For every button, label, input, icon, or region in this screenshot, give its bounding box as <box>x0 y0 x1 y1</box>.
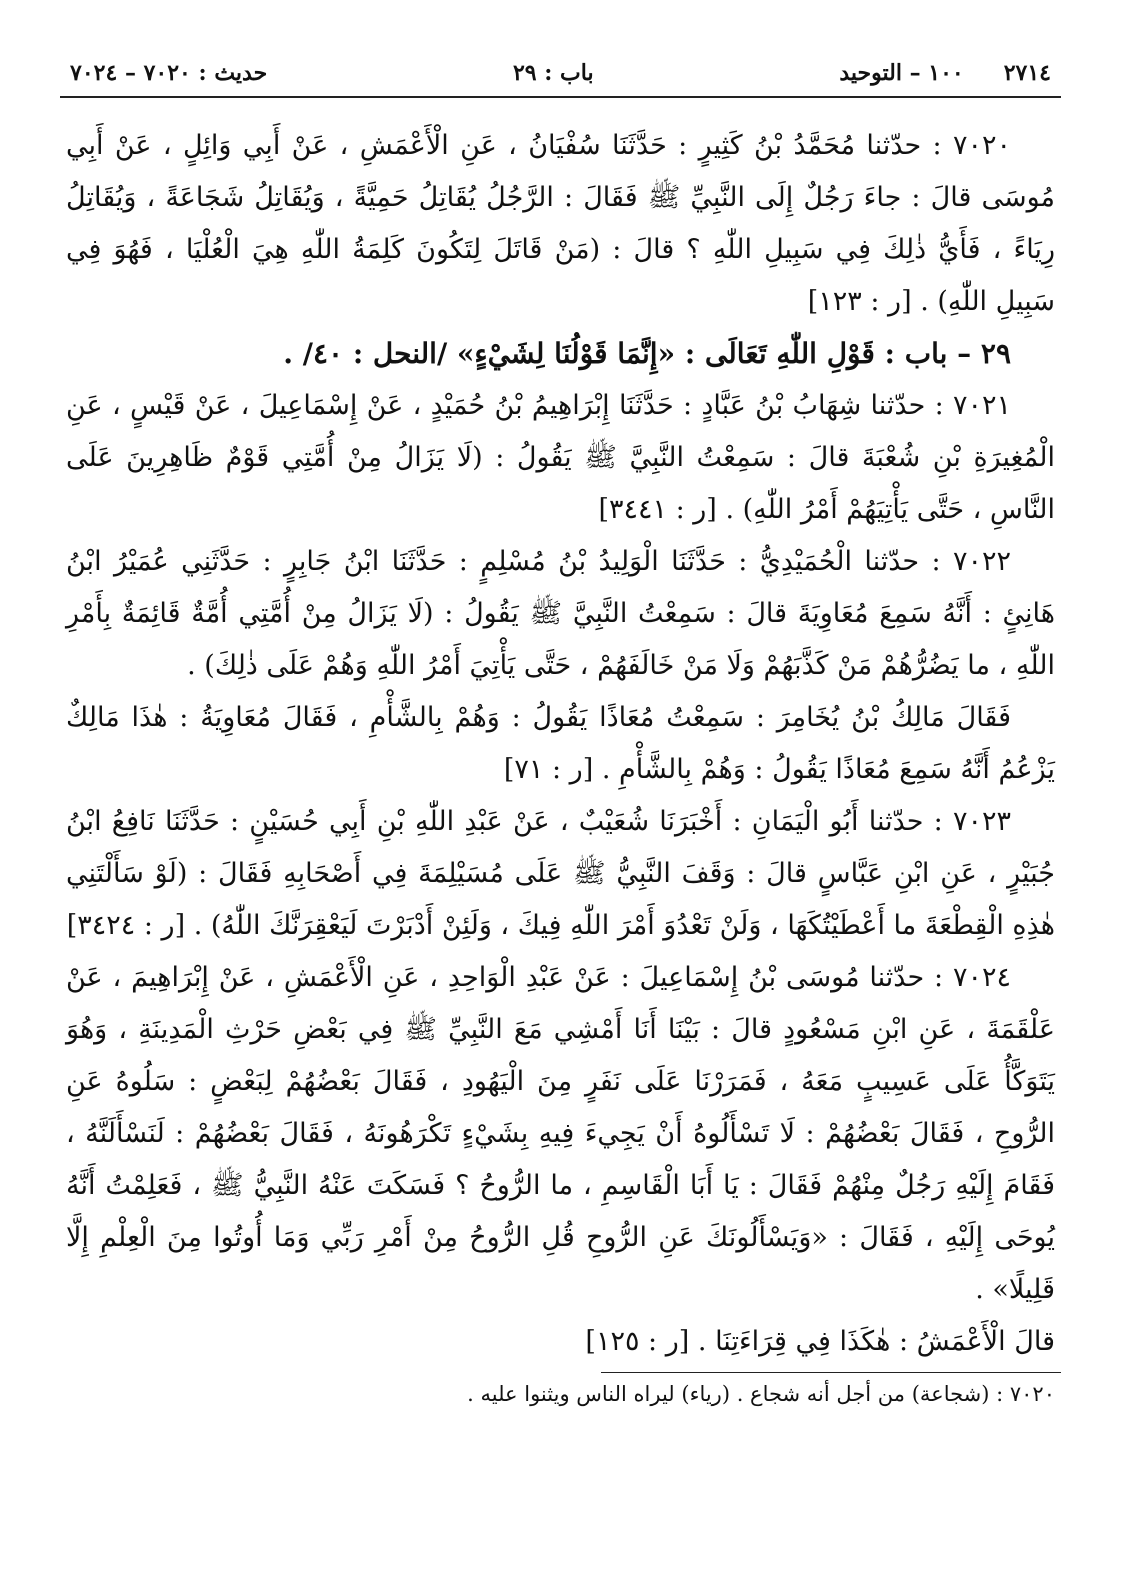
hadith-range: حديث : ٧٠٢٠ – ٧٠٢٤ <box>70 60 268 86</box>
hadith-7021 <box>66 380 1055 536</box>
page-content <box>60 120 1061 1368</box>
book-title: ١٠٠ – التوحيد <box>839 60 964 86</box>
hadith-text: ٧٠٢١ : حدّثنا شِهَابُ بْنُ عَبَّادٍ : حَدَّثَنَا إِبْرَاهِيمُ بْنُ حُمَيْدٍ ، عَنْ إِسْمَاعِيلَ ، عَنْ قَيْسٍ ، عَنِ الْمُغِيرَةِ بْنِ شُعْبَةَ قالَ : سَمِعْتُ النَّبِيَّ ﷺ يَقُولُ : (لَا يَزَالُ مِنْ أُمَّتِي قَوْمٌ ظَاهِرِينَ عَلَى النَّاسِ ، حَتَّى يَأْتِيَهُمْ أَمْرُ اللّٰهِ) . <box>66 390 1055 525</box>
hadith-reference: [ر : ٧١] <box>503 754 594 785</box>
hadith-continuation-text: فَقَالَ مَالِكُ بْنُ يُخَامِرَ : سَمِعْتُ مُعَاذًا يَقُولُ : وَهُمْ بِالشَّأْمِ ، فَقَالَ مُعَاوِيَةُ : هٰذَا مَالِكٌ يَزْعُمُ أَنَّهُ سَمِعَ مُعَاذًا يَقُولُ : وَهُمْ بِالشَّأْمِ . <box>66 702 1055 785</box>
chapter-heading: ٢٩ – باب : قَوْلِ اللّٰهِ تَعَالَى : «إِنَّمَا قَوْلُنَا لِشَيْءٍ» /النحل : ٤٠/ . <box>283 337 1011 370</box>
hadith-7021-text <box>66 380 1055 536</box>
header-right <box>839 60 1051 86</box>
hadith-text: ٧٠٢٠ : حدّثنا مُحَمَّدُ بْنُ كَثِيرٍ : حَدَّثَنَا سُفْيَانُ ، عَنِ الْأَعْمَشِ ، عَنْ أَبِي وَائِلٍ ، عَنْ أَبِي مُوسَى قالَ : جاءَ رَجُلٌ إِلَى النَّبِيِّ ﷺ فَقَالَ : الرَّجُلُ يُقَاتِلُ حَمِيَّةً ، وَيُقَاتِلُ شَجَاعَةً ، وَيُقَاتِلُ رِيَاءً ، فَأَيُّ ذٰلِكَ فِي سَبِيلِ اللّٰهِ ؟ قالَ : (مَنْ قَاتَلَ لِتَكُونَ كَلِمَةُ اللّٰهِ هِيَ الْعُلْيَا ، فَهُوَ فِي سَبِيلِ اللّٰهِ) . <box>66 130 1055 317</box>
hadith-reference: [ر : ١٢٥] <box>585 1326 690 1357</box>
hadith-continuation-text: قالَ الْأَعْمَشُ : هٰكَذَا فِي قِرَاءَتِنَا . <box>697 1326 1055 1357</box>
hadith-7022 <box>66 536 1055 796</box>
book-page <box>60 40 1061 1409</box>
hadith-7023 <box>66 796 1055 952</box>
chapter-label: باب : ٢٩ <box>512 60 594 86</box>
hadith-7024-continuation <box>585 1326 1055 1357</box>
hadith-text: ٧٠٢٢ : حدّثنا الْحُمَيْدِيُّ : حَدَّثَنَا الْوَلِيدُ بْنُ مُسْلِمٍ : حَدَّثَنَا ابْنُ جَابِرٍ : حَدَّثَنِي عُمَيْرُ ابْنُ هَانِئٍ : أَنَّهُ سَمِعَ مُعَاوِيَةَ قالَ : سَمِعْتُ النَّبِيَّ ﷺ يَقُولُ : (لَا يَزَالُ مِنْ أُمَّتِي أُمَّةٌ قَائِمَةٌ بِأَمْرِ اللّٰهِ ، ما يَضُرُّهُمْ مَنْ كَذَّبَهُمْ وَلَا مَنْ خَالَفَهُمْ ، حَتَّى يَأْتِيَ أَمْرُ اللّٰهِ وَهُمْ عَلَى ذٰلِكَ) . <box>66 546 1055 681</box>
hadith-text: ٧٠٢٤ : حدّثنا مُوسَى بْنُ إِسْمَاعِيلَ : عَنْ عَبْدِ الْوَاحِدِ ، عَنِ الْأَعْمَشِ ، عَنْ إِبْرَاهِيمَ ، عَنْ عَلْقَمَةَ ، عَنِ ابْنِ مَسْعُودٍ قالَ : بَيْنَا أَنَا أَمْشِي مَعَ النَّبِيِّ ﷺ فِي بَعْضِ حَرْثِ الْمَدِينَةِ ، وَهُوَ يَتَوَكَّأُ عَلَى عَسِيبٍ مَعَهُ ، فَمَرَرْنَا عَلَى نَفَرٍ مِنَ الْيَهُودِ ، فَقَالَ بَعْضُهُمْ لِبَعْضٍ : سَلُوهُ عَنِ الرُّوحِ ، فَقَالَ بَعْضُهُمْ : لَا تَسْأَلُوهُ أَنْ يَجِيءَ فِيهِ بِشَيْءٍ تَكْرَهُونَهُ ، فَقَالَ بَعْضُهُمْ : لَنَسْأَلَنَّهُ ، فَقَامَ إِلَيْهِ رَجُلٌ مِنْهُمْ فَقَالَ : يَا أَبَا الْقَاسِمِ ، ما الرُّوحُ ؟ فَسَكَتَ عَنْهُ النَّبِيُّ ﷺ ، فَعَلِمْتُ أَنَّهُ يُوحَى إِلَيْهِ ، فَقَالَ : «وَيَسْأَلُونَكَ عَنِ الرُّوحِ قُلِ الرُّوحُ مِنْ أَمْرِ رَبِّي وَمَا أُوتُوا مِنَ الْعِلْمِ إِلَّا قَلِيلًا» . <box>66 962 1056 1305</box>
hadith-reference: [ر : ٣٤٤١] <box>598 494 717 525</box>
hadith-7022-continuation <box>66 692 1055 796</box>
page-number: ٢٧١٤ <box>1003 60 1051 86</box>
hadith-7020 <box>66 120 1055 328</box>
page-header <box>60 40 1061 98</box>
hadith-7020-text <box>66 120 1055 328</box>
hadith-reference: [ر : ٣٤٢٤] <box>66 910 186 941</box>
hadith-reference: [ر : ١٢٣] <box>807 286 912 317</box>
hadith-7024 <box>66 952 1055 1368</box>
hadith-7023-text <box>66 796 1055 952</box>
footnote: ٧٠٢٠ : (شجاعة) من أجل أنه شجاع . (رياء) ليراه الناس ويثنوا عليه . <box>467 1382 1055 1406</box>
hadith-text: ٧٠٢٣ : حدّثنا أَبُو الْيَمَانِ : أَخْبَرَنَا شُعَيْبٌ ، عَنْ عَبْدِ اللّٰهِ بْنِ أَبِي حُسَيْنٍ : حَدَّثَنَا نَافِعُ ابْنُ جُبَيْرٍ ، عَنِ ابْنِ عَبَّاسٍ قالَ : وَقَفَ النَّبِيُّ ﷺ عَلَى مُسَيْلِمَةَ فِي أَصْحَابِهِ فَقَالَ : (لَوْ سَأَلْتَنِي هٰذِهِ الْقِطْعَةَ ما أَعْطَيْتُكَهَا ، وَلَنْ تَعْدُوَ أَمْرَ اللّٰهِ فِيكَ ، وَلَئِنْ أَدْبَرْتَ لَيَعْقِرَنَّكَ اللّٰهُ) . <box>66 806 1055 941</box>
